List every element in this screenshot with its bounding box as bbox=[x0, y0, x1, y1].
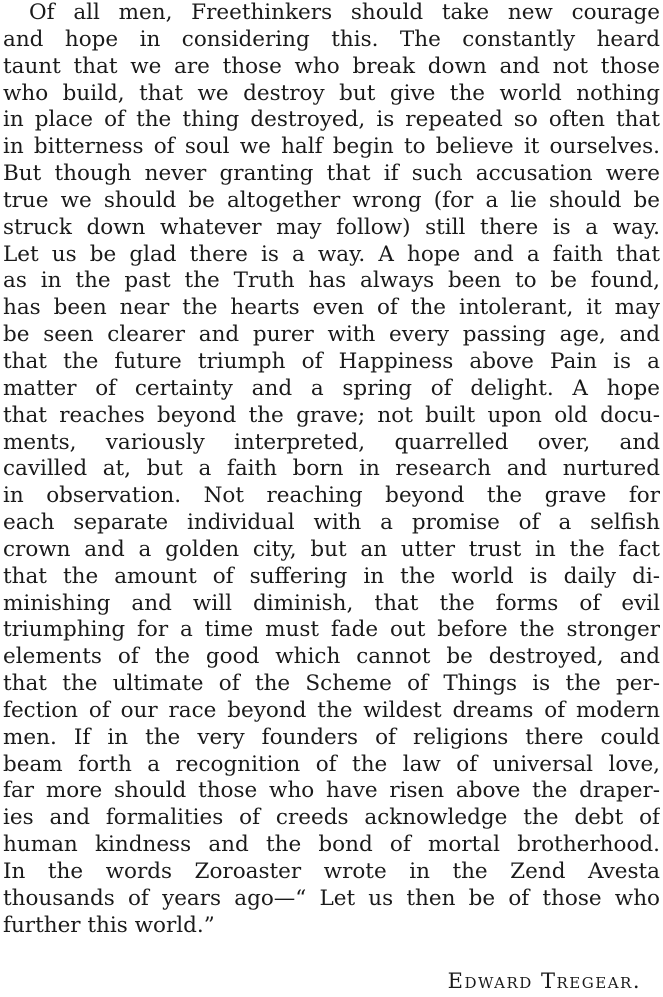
text-line: matter of certainty and a spring of delight. A hope bbox=[3, 375, 660, 401]
text-line: Of all men, Freethinkers should take new courage bbox=[29, 0, 660, 25]
text-line: Let us be glad there is a way. A hope and a faith that bbox=[3, 241, 660, 267]
text-line: that reaches beyond the grave; not built upon old docu- bbox=[3, 402, 660, 428]
text-line: ments, variously interpreted, quarrelled over, and bbox=[3, 429, 660, 455]
text-line: in place of the thing destroyed, is repeated so often that bbox=[3, 107, 660, 133]
text-line: minishing and will diminish, that the forms of evil bbox=[3, 590, 660, 616]
text-line: elements of the good which cannot be destroyed, and bbox=[3, 644, 660, 670]
text-line: who build, that we destroy but give the world nothing bbox=[3, 80, 660, 106]
text-line: ies and formalities of creeds acknowledge the debt of bbox=[3, 805, 660, 831]
text-line: that the ultimate of the Scheme of Things is the per- bbox=[3, 671, 660, 697]
text-line: struck down whatever may follow) still there is a way. bbox=[3, 214, 660, 240]
text-line: that the amount of suffering in the world is daily di- bbox=[3, 563, 660, 589]
text-line: cavilled at, but a faith born in research and nurtured bbox=[3, 456, 660, 482]
article-body bbox=[3, 0, 660, 940]
text-line: in bitterness of soul we half begin to believe it ourselves. bbox=[3, 134, 660, 160]
text-line: triumphing for a time must fade out before the stronger bbox=[3, 617, 660, 643]
text-line: But though never granting that if such accusation were bbox=[3, 161, 660, 187]
text-line: further this world.” bbox=[3, 912, 215, 938]
text-line: fection of our race beyond the wildest dreams of modern bbox=[3, 697, 660, 723]
text-line: men. If in the very founders of religions there could bbox=[3, 724, 660, 750]
author-signature: Edward Tregear. bbox=[447, 969, 641, 993]
text-line: taunt that we are those who break down and not those bbox=[3, 53, 660, 79]
text-line: In the words Zoroaster wrote in the Zend Avesta bbox=[3, 859, 660, 884]
text-line: that the future triumph of Happiness above Pain is a bbox=[3, 348, 660, 374]
text-line: has been near the hearts even of the intolerant, it may bbox=[3, 295, 660, 321]
text-line: as in the past the Truth has always been to be found, bbox=[3, 268, 660, 294]
text-line: far more should those who have risen above the draper- bbox=[3, 778, 660, 804]
text-line: each separate individual with a promise of a selfish bbox=[3, 510, 660, 536]
text-line: crown and a golden city, but an utter trust in the fact bbox=[3, 536, 660, 562]
text-line: beam forth a recognition of the law of universal love, bbox=[3, 751, 660, 777]
text-line: be seen clearer and purer with every passing age, and bbox=[3, 322, 660, 348]
text-line: human kindness and the bond of mortal brotherhood. bbox=[3, 832, 660, 858]
text-line: in observation. Not reaching beyond the grave for bbox=[3, 483, 660, 509]
text-line: and hope in considering this. The constantly heard bbox=[3, 26, 660, 52]
text-line: thousands of years ago—“ Let us then be of those who bbox=[3, 885, 660, 911]
text-line: true we should be altogether wrong (for a lie should be bbox=[3, 187, 660, 213]
